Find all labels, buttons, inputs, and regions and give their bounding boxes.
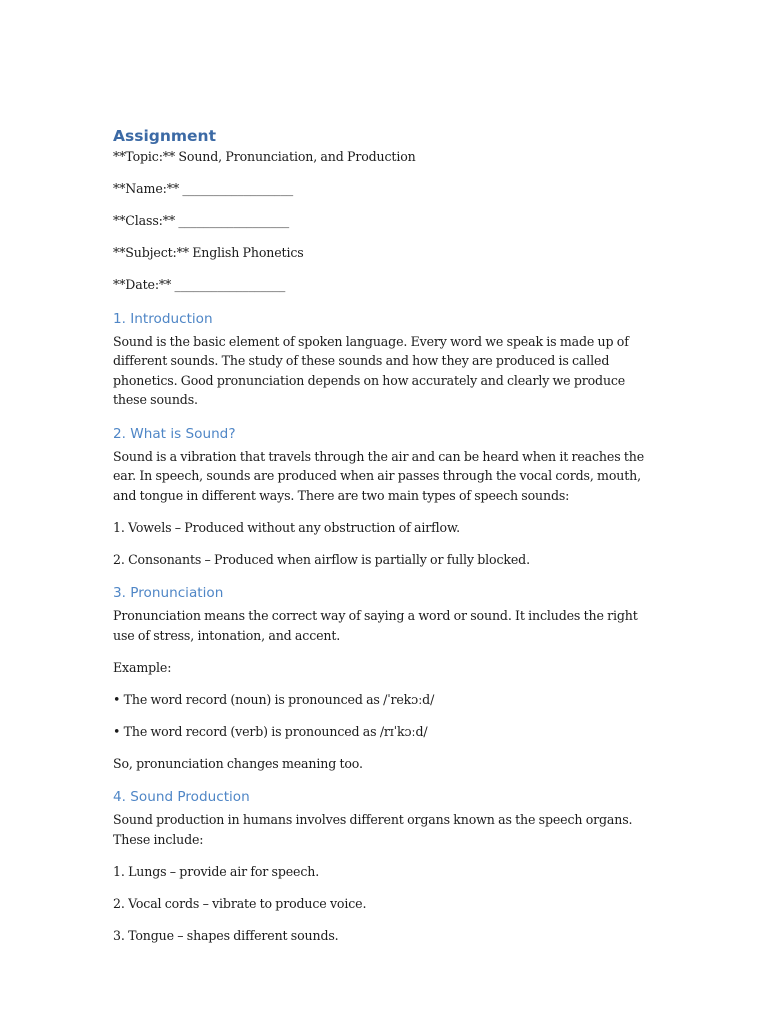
example-label: Example: xyxy=(113,659,172,675)
document-page xyxy=(113,125,658,958)
section-heading-pronunciation: 3. Pronunciation xyxy=(113,585,224,601)
name-field: **Name:** __________________ xyxy=(113,181,294,196)
class-field: **Class:** __________________ xyxy=(113,213,290,228)
subject-field: **Subject:** English Phonetics xyxy=(113,245,304,260)
pronunciation-conclusion: So, pronunciation changes meaning too. xyxy=(113,755,363,771)
bullet-item-record-noun: • The word record (noun) is pronounced as /ˈrekɔːd/ xyxy=(113,691,435,707)
bullet-item-record-verb: • The word record (verb) is pronounced as /rɪˈkɔːd/ xyxy=(113,723,428,739)
sound-production-paragraph: Sound production in humans involves different organs known as the speech organs. These include: xyxy=(113,812,633,847)
list-item-vocal-cords: 2. Vocal cords – vibrate to produce voice. xyxy=(113,895,367,911)
list-item-consonants: 2. Consonants – Produced when airflow is partially or fully blocked. xyxy=(113,551,530,567)
what-is-sound-paragraph: Sound is a vibration that travels through the air and can be heard when it reaches the ear. In speech, sounds are produced when air passes through the vocal cords, mouth, and tongue in different ways. There are two main types of speech sounds: xyxy=(113,448,645,503)
introduction-paragraph: Sound is the basic element of spoken language. Every word we speak is made up of different sounds. The study of these sounds and how they are produced is called phonetics. Good pronunciation depends on how accurately and clearly we produce these sounds. xyxy=(113,333,629,407)
section-heading-sound-production: 4. Sound Production xyxy=(113,789,250,805)
list-item-lungs: 1. Lungs – provide air for speech. xyxy=(113,863,320,879)
document-title: Assignment xyxy=(113,127,216,145)
topic-field: **Topic:** Sound, Pronunciation, and Production xyxy=(113,149,416,164)
list-item-vowels: 1. Vowels – Produced without any obstruction of airflow. xyxy=(113,519,460,535)
pronunciation-paragraph: Pronunciation means the correct way of saying a word or sound. It includes the right use of stress, intonation, and accent. xyxy=(113,608,638,643)
section-heading-what-is-sound: 2. What is Sound? xyxy=(113,425,236,442)
list-item-tongue: 3. Tongue – shapes different sounds. xyxy=(113,927,339,943)
section-heading-introduction: 1. Introduction xyxy=(113,310,213,327)
date-field: **Date:** __________________ xyxy=(113,277,286,292)
